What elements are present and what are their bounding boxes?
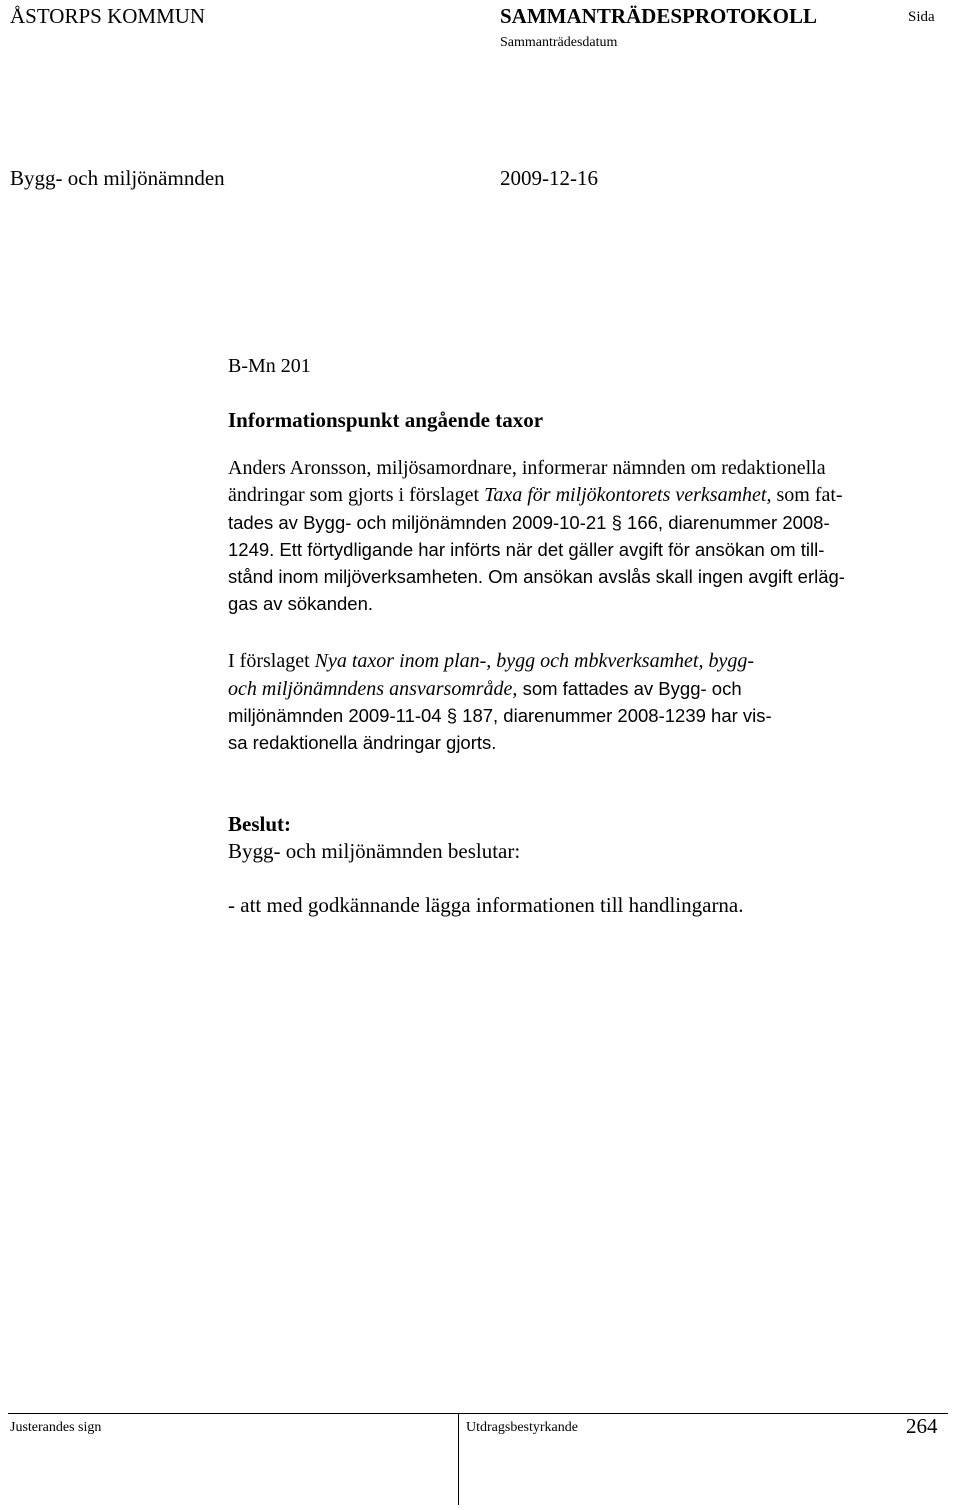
footer-column-divider [458, 1413, 459, 1505]
section-sign: § [611, 512, 622, 533]
document-title-ref: Nya taxor inom plan-, bygg och mbkverksamhet, bygg- [314, 650, 754, 672]
document-title-ref: Taxa för miljökontorets verksamhet, [484, 484, 772, 506]
paragraph-line: sa redaktionella ändringar gjorts. [228, 732, 497, 753]
text-run: tades av Bygg- och miljönämnden 2009-10-21 [228, 512, 612, 533]
paragraph-line: Anders Aronsson, miljösamordnare, informerar nämnden om redaktionella [228, 457, 826, 479]
paragraph-line [228, 675, 772, 702]
text-run: som fat- [771, 484, 843, 506]
meeting-date: 2009-12-16 [500, 166, 598, 190]
page-number: 264 [906, 1414, 938, 1438]
body-paragraph-1 [228, 455, 845, 617]
section-sign: § [446, 705, 458, 726]
case-title: Informationspunkt angående taxor [228, 408, 544, 432]
paragraph-line: gas av sökanden. [228, 593, 374, 614]
paragraph-line [228, 648, 772, 675]
paragraph-line: stånd inom miljöverksamheten. Om ansökan avslås skall ingen avgift erläg- [228, 566, 845, 587]
organization-name: ÅSTORPS KOMMUN [10, 4, 206, 28]
paragraph-line: 1249. Ett förtydligande har införts när det gäller avgift för ansökan om till- [228, 539, 825, 560]
paragraph-line [228, 482, 845, 509]
document-type: SAMMANTRÄDESPROTOKOLL [500, 4, 817, 28]
page-label: Sida [908, 9, 935, 25]
extract-certification-label: Utdragsbestyrkande [466, 1420, 578, 1435]
decision-heading: Beslut: [228, 812, 291, 836]
text-run: 187, diarenummer 2008-1239 har vis- [457, 705, 772, 726]
paragraph-line [228, 509, 845, 536]
paragraph-line [228, 702, 772, 729]
text-run: I förslaget [228, 650, 315, 672]
decision-item: - att med godkännande lägga informationen till handlingarna. [228, 893, 744, 917]
text-run: som fattades av Bygg- och [517, 678, 742, 699]
committee-name: Bygg- och miljönämnden [10, 166, 225, 190]
text-run: miljönämnden 2009-11-04 [228, 705, 447, 726]
signature-label: Justerandes sign [10, 1420, 102, 1435]
text-run: 166, diarenummer 2008- [621, 512, 830, 533]
text-run: ändringar som gjorts i förslaget [228, 484, 485, 506]
body-paragraph-2 [228, 648, 772, 756]
decision-text: Bygg- och miljönämnden beslutar: [228, 839, 521, 863]
meeting-date-label: Sammanträdesdatum [500, 35, 618, 50]
case-reference: B-Mn 201 [228, 355, 311, 377]
document-title-ref: och miljönämndens ansvarsområde, [228, 678, 518, 700]
footer-divider [8, 1413, 948, 1414]
